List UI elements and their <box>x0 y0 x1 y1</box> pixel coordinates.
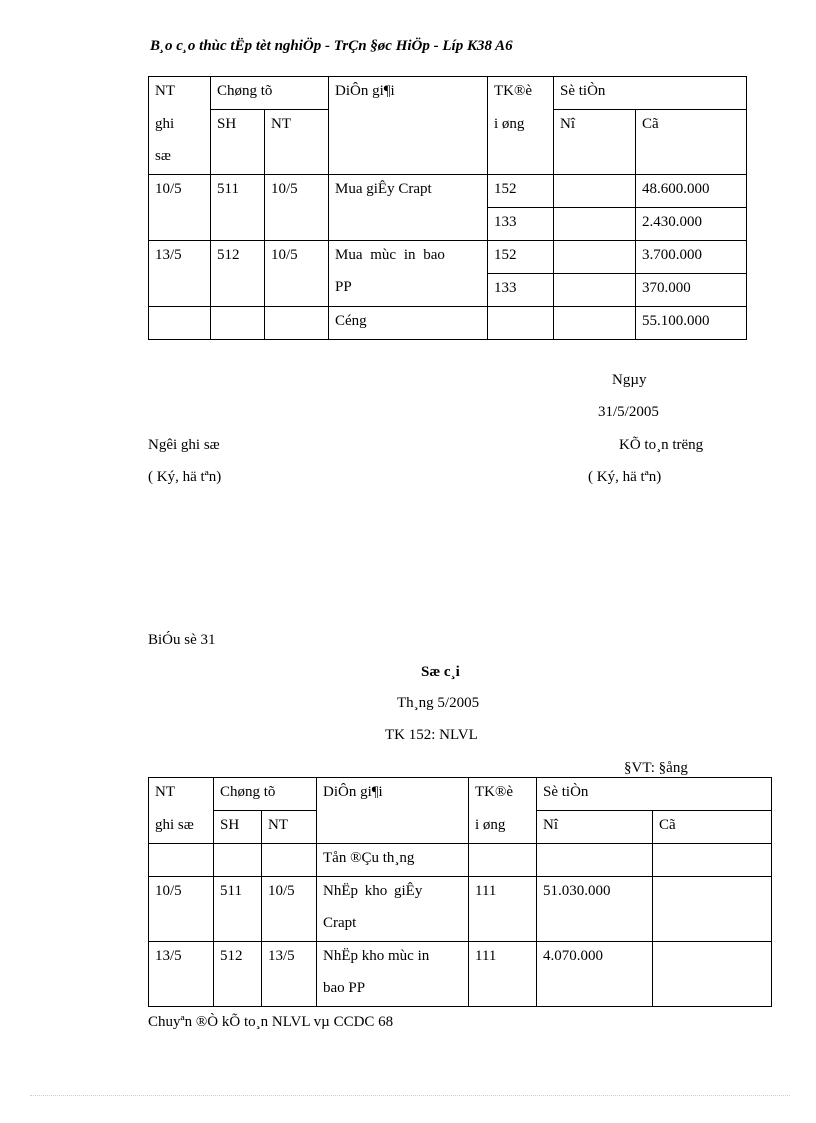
cell-date: 10/5 <box>149 174 211 240</box>
cell-nt: 10/5 <box>265 240 329 306</box>
cell-desc: Mua giÊy Crapt <box>329 174 488 240</box>
cell-date: 10/5 <box>149 877 214 942</box>
cell-desc: Mua mùc in bao <box>329 240 488 273</box>
header-nt-sub: NT <box>262 811 317 844</box>
cell-tk: 111 <box>469 942 537 1007</box>
header-sh: SH <box>211 110 265 175</box>
journal-table <box>148 76 747 340</box>
cell-sh <box>211 306 265 339</box>
ledger-month: Th¸ng 5/2005 <box>397 695 480 711</box>
cell-date <box>149 844 214 877</box>
cell-sh: 511 <box>211 174 265 240</box>
cell-nt: 10/5 <box>262 877 317 942</box>
cell-nt <box>265 306 329 339</box>
cell-sh: 512 <box>211 240 265 306</box>
cell-desc: NhËp kho giÊy <box>317 877 469 910</box>
cell-tk: 133 <box>488 207 554 240</box>
table-row <box>149 877 772 910</box>
header-nt-2: ghi <box>149 110 211 142</box>
cell-nt: 13/5 <box>262 942 317 1007</box>
footer-text: Chuyªn ®Ò kÕ to¸n NLVL vµ CCDC 68 <box>148 1014 394 1030</box>
cell-nt: 10/5 <box>265 174 329 240</box>
form-number-label: BiÓu sè 31 <box>148 632 216 648</box>
unit-label: §VT: §ång <box>624 760 688 776</box>
cell-no <box>554 207 636 240</box>
header-tk-2: i øng <box>469 811 537 844</box>
cell-desc-cont: Crapt <box>317 909 469 942</box>
table-row <box>149 174 747 207</box>
recorder-sign-note: ( Ký, hä tªn) <box>148 469 222 485</box>
table-total-row <box>149 306 747 339</box>
cell-date: 13/5 <box>149 240 211 306</box>
header-tk: TK®è <box>488 77 554 110</box>
cell-sh: 511 <box>214 877 262 942</box>
cell-tk: 152 <box>488 240 554 273</box>
header-sh: SH <box>214 811 262 844</box>
cell-no <box>554 306 636 339</box>
cell-desc: PP <box>329 273 488 306</box>
cell-co: 3.700.000 <box>636 240 747 273</box>
table-header-row <box>149 778 772 811</box>
header-nt-2: ghi sæ <box>149 811 214 844</box>
cell-co: 48.600.000 <box>636 174 747 207</box>
report-header-title: B¸o c¸o thùc tËp tèt nghiÖp - TrÇn §øc HiÖp - Líp K38 A6 <box>150 38 513 54</box>
cell-date <box>149 306 211 339</box>
chief-accountant-sign-note: ( Ký, hä tªn) <box>588 469 662 485</box>
header-no: Nî <box>537 811 653 844</box>
table-row <box>149 942 772 975</box>
cell-tk <box>488 306 554 339</box>
cell-tk <box>469 844 537 877</box>
cell-desc: Céng <box>329 306 488 339</box>
cell-sh <box>214 844 262 877</box>
cell-desc: Tån ®Çu th¸ng <box>317 844 469 877</box>
cell-desc-cont: bao PP <box>317 974 469 1007</box>
cell-co: 2.430.000 <box>636 207 747 240</box>
cell-tk: 111 <box>469 877 537 942</box>
header-tk: TK®è <box>469 778 537 811</box>
cell-tk: 152 <box>488 174 554 207</box>
table-row <box>149 240 747 273</box>
signature-date: 31/5/2005 <box>598 404 659 420</box>
header-co: Cã <box>653 811 772 844</box>
header-dien-giai: DiÔn gi¶i <box>329 77 488 175</box>
cell-co <box>653 877 772 942</box>
header-nt: NT <box>149 778 214 811</box>
cell-date: 13/5 <box>149 942 214 1007</box>
header-co: Cã <box>636 110 747 175</box>
cell-sh: 512 <box>214 942 262 1007</box>
cell-co: 55.100.000 <box>636 306 747 339</box>
header-nt-sub: NT <box>265 110 329 175</box>
ledger-title: Sæ c¸i <box>421 664 460 680</box>
ledger-table <box>148 777 772 1007</box>
page-bottom-divider <box>30 1095 790 1096</box>
cell-co <box>653 844 772 877</box>
cell-tk: 133 <box>488 273 554 306</box>
cell-no: 4.070.000 <box>537 942 653 1007</box>
date-label: Ngµy <box>612 372 647 388</box>
cell-no: 51.030.000 <box>537 877 653 942</box>
cell-co <box>653 942 772 1007</box>
header-chung-tu: Chøng tõ <box>214 778 317 811</box>
cell-desc: NhËp kho mùc in <box>317 942 469 975</box>
header-dien-giai: DiÔn gi¶i <box>317 778 469 844</box>
header-tk-2: i øng <box>488 110 554 175</box>
header-nt-3: sæ <box>149 142 211 175</box>
chief-accountant-title: KÕ to¸n trëng <box>619 437 704 453</box>
recorder-title: Ngêi ghi sæ <box>148 437 220 453</box>
header-so-tien: Sè tiÒn <box>537 778 772 811</box>
cell-no <box>554 240 636 273</box>
table-row <box>149 844 772 877</box>
cell-no <box>554 273 636 306</box>
header-no: Nî <box>554 110 636 175</box>
cell-no <box>554 174 636 207</box>
ledger-account: TK 152: NLVL <box>385 727 478 743</box>
header-chung-tu: Chøng tõ <box>211 77 329 110</box>
cell-nt <box>262 844 317 877</box>
cell-co: 370.000 <box>636 273 747 306</box>
cell-no <box>537 844 653 877</box>
table-header-row <box>149 77 747 110</box>
header-nt: NT <box>149 77 211 110</box>
header-so-tien: Sè tiÒn <box>554 77 747 110</box>
